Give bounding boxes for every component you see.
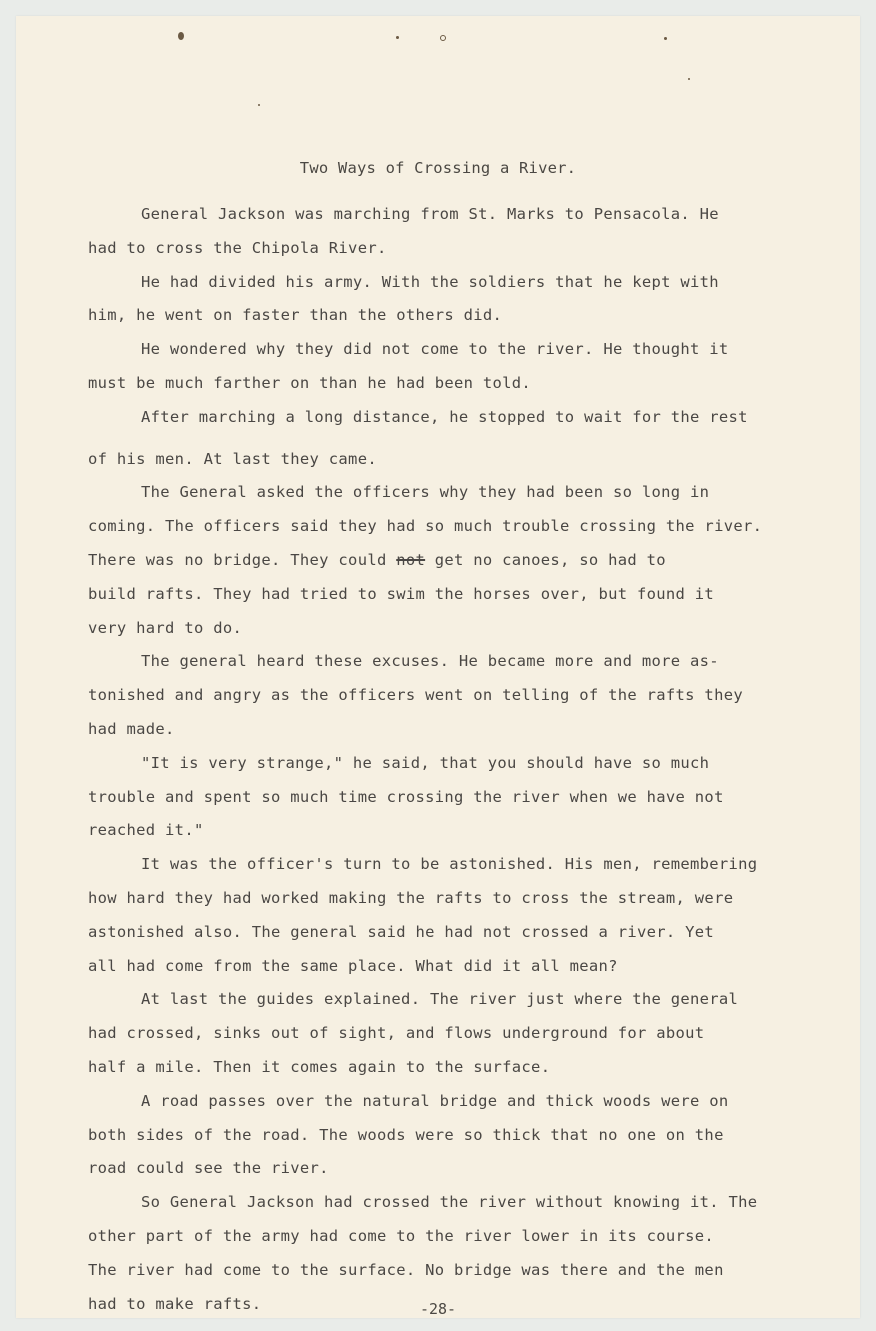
- text-line: A road passes over the natural bridge and thick woods were on: [141, 1091, 729, 1110]
- text-line: tonished and angry as the officers went on telling of the rafts they: [88, 686, 743, 705]
- text-fragment: get no canoes, so had to: [425, 550, 666, 569]
- text-line: him, he went on faster than the others did.: [88, 306, 503, 325]
- text-line: road could see the river.: [88, 1159, 329, 1178]
- text-line: astonished also. The general said he had not crossed a river. Yet: [88, 922, 715, 941]
- text-line: coming. The officers said they had so much trouble crossing the river.: [88, 517, 763, 536]
- text-fragment: There was no bridge. They could: [88, 550, 397, 569]
- text-line: had to make rafts.: [88, 1294, 262, 1313]
- text-line: He wondered why they did not come to the river. He thought it: [141, 340, 729, 359]
- ink-speck: [396, 36, 399, 39]
- text-line: of his men. At last they came.: [88, 449, 377, 468]
- text-line: After marching a long distance, he stopped to wait for the rest: [141, 407, 748, 426]
- text-line: At last the guides explained. The river just where the general: [141, 990, 739, 1009]
- text-line: must be much farther on than he had been told.: [88, 373, 532, 392]
- ink-speck: [440, 35, 446, 41]
- text-line: So General Jackson had crossed the river without knowing it. The: [141, 1193, 758, 1212]
- document-title: Two Ways of Crossing a River.: [299, 159, 577, 177]
- text-line: reached it.": [88, 821, 204, 840]
- paper-page: [16, 16, 860, 1318]
- text-line: "It is very strange," he said, that you should have so much: [141, 753, 710, 772]
- text-line: had made.: [88, 719, 175, 738]
- ink-speck: [178, 32, 184, 40]
- text-line: had to cross the Chipola River.: [88, 238, 387, 257]
- text-line: General Jackson was marching from St. Marks to Pensacola. He: [141, 205, 719, 223]
- text-line: other part of the army had come to the river lower in its course.: [88, 1226, 715, 1245]
- ink-speck: [664, 37, 667, 40]
- text-line: half a mile. Then it comes again to the surface.: [88, 1057, 551, 1076]
- text-line: build rafts. They had tried to swim the horses over, but found it: [88, 584, 715, 603]
- text-line: how hard they had worked making the rafts to cross the stream, were: [88, 888, 734, 907]
- text-line: trouble and spent so much time crossing the river when we have not: [88, 787, 724, 806]
- text-line: [88, 544, 828, 578]
- document-body: [88, 198, 828, 1321]
- ink-speck: [258, 104, 260, 106]
- struck-word: not: [396, 550, 426, 569]
- text-line: had crossed, sinks out of sight, and flows underground for about: [88, 1024, 705, 1043]
- ink-speck: [688, 78, 690, 80]
- text-line: The general heard these excuses. He became more and more as-: [141, 652, 719, 671]
- text-line: The General asked the officers why they had been so long in: [141, 483, 710, 502]
- text-line: very hard to do.: [88, 618, 243, 637]
- page-number: -28-: [419, 1300, 457, 1318]
- text-line: The river had come to the surface. No bridge was there and the men: [88, 1260, 724, 1279]
- text-line: all had come from the same place. What did it all mean?: [88, 956, 618, 975]
- text-line: It was the officer's turn to be astonished. His men, remembering: [141, 855, 758, 874]
- text-line: He had divided his army. With the soldiers that he kept with: [141, 272, 719, 291]
- text-line: both sides of the road. The woods were so thick that no one on the: [88, 1125, 724, 1144]
